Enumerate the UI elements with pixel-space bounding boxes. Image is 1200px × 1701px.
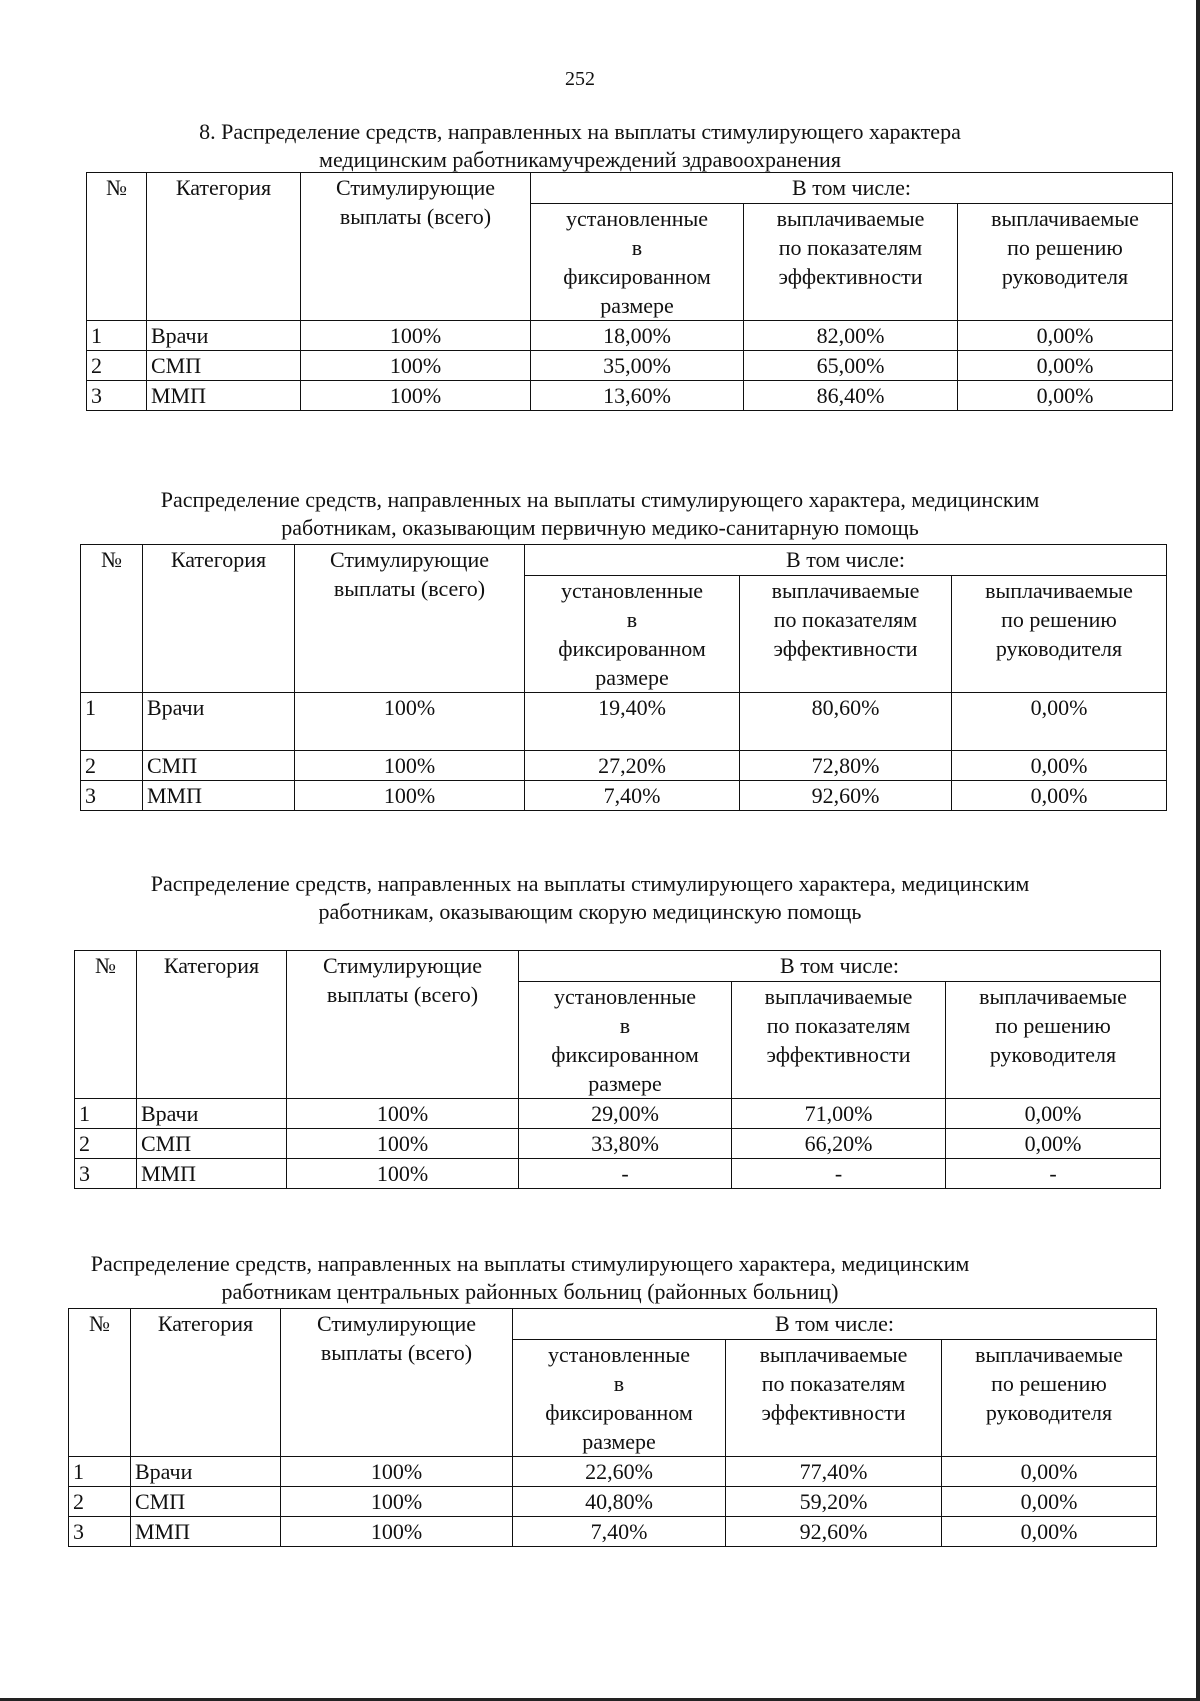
row-total: 100% xyxy=(301,321,531,351)
header-head xyxy=(952,576,1167,693)
row-num: 3 xyxy=(75,1159,137,1189)
table-row xyxy=(87,321,1173,351)
row-category: СМП xyxy=(143,751,295,781)
row-num: 1 xyxy=(75,1099,137,1129)
table-row xyxy=(69,1517,1157,1547)
row-perf: 92,60% xyxy=(726,1517,942,1547)
header-perf-line: по показателям xyxy=(766,1013,911,1038)
row-fixed: 13,60% xyxy=(531,381,744,411)
header-head-line: руководителя xyxy=(985,1400,1113,1425)
row-category: ММП xyxy=(137,1159,287,1189)
header-category: Категория xyxy=(147,173,301,321)
header-perf-line: выплачиваемые xyxy=(764,984,913,1009)
row-head: 0,00% xyxy=(946,1099,1161,1129)
row-fixed: 19,40% xyxy=(525,693,740,751)
header-group: В том числе: xyxy=(519,951,1161,982)
row-num: 2 xyxy=(69,1487,131,1517)
header-perf xyxy=(732,982,946,1099)
header-fixed xyxy=(531,204,744,321)
scan-edge-right xyxy=(1196,0,1200,1701)
row-perf: 77,40% xyxy=(726,1457,942,1487)
header-head-line: по решению xyxy=(995,1013,1111,1038)
section-title-line: 8. Распределение средств, направленных на выплаты стимулирующего характера xyxy=(199,119,961,144)
header-total: Стимулирующие выплаты (всего) xyxy=(295,545,525,693)
header-fixed-line: фиксированном xyxy=(558,636,706,661)
row-fixed: 35,00% xyxy=(531,351,744,381)
header-fixed-line: размере xyxy=(588,1071,662,1096)
row-category: ММП xyxy=(147,381,301,411)
header-fixed-line: установленные xyxy=(565,206,709,231)
row-num: 3 xyxy=(87,381,147,411)
table-header-row xyxy=(81,545,1167,576)
header-num: № xyxy=(87,173,147,321)
row-head: 0,00% xyxy=(958,351,1173,381)
section-title-line: работникам, оказывающим первичную медико-санитарную помощь xyxy=(281,515,919,540)
row-perf: 59,20% xyxy=(726,1487,942,1517)
row-perf: 80,60% xyxy=(740,693,952,751)
header-head-line: руководителя xyxy=(995,636,1123,661)
row-fixed: 40,80% xyxy=(513,1487,726,1517)
section-title xyxy=(50,1250,1010,1306)
row-category: СМП xyxy=(131,1487,281,1517)
row-perf: 71,00% xyxy=(732,1099,946,1129)
row-perf: 72,80% xyxy=(740,751,952,781)
header-fixed xyxy=(525,576,740,693)
section-title-line: Распределение средств, направленных на выплаты стимулирующего характера, медицинским xyxy=(160,487,1040,512)
row-total: 100% xyxy=(281,1457,513,1487)
payments-table xyxy=(68,1308,1157,1547)
header-head-line: по решению xyxy=(1001,607,1117,632)
header-head-line: выплачиваемые xyxy=(979,984,1127,1009)
header-perf-line: выплачиваемые xyxy=(771,578,920,603)
row-total: 100% xyxy=(287,1099,519,1129)
header-perf-line: выплачиваемые xyxy=(759,1342,908,1367)
row-perf: 65,00% xyxy=(744,351,958,381)
header-head-line: по решению xyxy=(1007,235,1123,260)
header-category: Категория xyxy=(137,951,287,1099)
header-fixed-line: установленные xyxy=(547,1342,691,1367)
table-row xyxy=(81,751,1167,781)
header-perf-line: эффективности xyxy=(761,1400,906,1425)
header-perf-line: эффективности xyxy=(778,264,923,289)
header-fixed-line: фиксированном xyxy=(563,264,711,289)
header-perf-line: по показателям xyxy=(761,1371,906,1396)
row-perf: - xyxy=(732,1159,946,1189)
header-head-line: выплачиваемые xyxy=(991,206,1139,231)
row-category: Врачи xyxy=(131,1457,281,1487)
row-total: 100% xyxy=(287,1129,519,1159)
row-total: 100% xyxy=(281,1517,513,1547)
header-head-line: выплачиваемые xyxy=(985,578,1133,603)
header-head-line: выплачиваемые xyxy=(975,1342,1123,1367)
section-title xyxy=(100,118,1060,174)
header-group: В том числе: xyxy=(525,545,1167,576)
header-num: № xyxy=(75,951,137,1099)
section-title-line: медицинским работникамучреждений здравоохранения xyxy=(319,147,841,172)
section-title-line: Распределение средств, направленных на выплаты стимулирующего характера, медицинским xyxy=(150,871,1030,896)
header-head xyxy=(946,982,1161,1099)
table-row xyxy=(81,693,1167,751)
row-head: 0,00% xyxy=(952,693,1167,751)
header-perf xyxy=(744,204,958,321)
header-total: Стимулирующие выплаты (всего) xyxy=(287,951,519,1099)
header-fixed-line: фиксированном xyxy=(551,1042,699,1067)
row-head: 0,00% xyxy=(952,781,1167,811)
header-fixed-line: фиксированном xyxy=(545,1400,693,1425)
header-group: В том числе: xyxy=(531,173,1173,204)
row-fixed: 27,20% xyxy=(525,751,740,781)
header-fixed xyxy=(513,1340,726,1457)
header-category: Категория xyxy=(143,545,295,693)
row-total: 100% xyxy=(295,751,525,781)
row-total: 100% xyxy=(281,1487,513,1517)
header-fixed-line: установленные xyxy=(553,984,697,1009)
header-fixed-line: размере xyxy=(582,1429,656,1454)
row-num: 2 xyxy=(81,751,143,781)
header-head-line: руководителя xyxy=(989,1042,1117,1067)
header-fixed-line: в xyxy=(619,1013,631,1038)
header-fixed-line: размере xyxy=(600,293,674,318)
section-title-line: работникам, оказывающим скорую медицинскую помощь xyxy=(318,899,862,924)
row-category: ММП xyxy=(131,1517,281,1547)
row-perf: 86,40% xyxy=(744,381,958,411)
row-head: 0,00% xyxy=(958,381,1173,411)
row-fixed: 18,00% xyxy=(531,321,744,351)
row-fixed: 22,60% xyxy=(513,1457,726,1487)
table-row xyxy=(81,781,1167,811)
header-head-line: руководителя xyxy=(1001,264,1129,289)
row-total: 100% xyxy=(295,693,525,751)
header-perf xyxy=(740,576,952,693)
table-header-row xyxy=(69,1309,1157,1340)
row-head: 0,00% xyxy=(942,1457,1157,1487)
row-fixed: 29,00% xyxy=(519,1099,732,1129)
header-fixed xyxy=(519,982,732,1099)
row-num: 2 xyxy=(87,351,147,381)
row-head: - xyxy=(946,1159,1161,1189)
header-total: Стимулирующие выплаты (всего) xyxy=(281,1309,513,1457)
header-total: Стимулирующие выплаты (всего) xyxy=(301,173,531,321)
row-fixed: 33,80% xyxy=(519,1129,732,1159)
row-perf: 82,00% xyxy=(744,321,958,351)
header-category: Категория xyxy=(131,1309,281,1457)
table-header-row xyxy=(75,951,1161,982)
section-title xyxy=(110,870,1070,926)
row-num: 1 xyxy=(81,693,143,751)
row-head: 0,00% xyxy=(942,1517,1157,1547)
header-num: № xyxy=(81,545,143,693)
header-head xyxy=(958,204,1173,321)
payments-table xyxy=(86,172,1173,411)
row-perf: 92,60% xyxy=(740,781,952,811)
row-total: 100% xyxy=(301,381,531,411)
header-fixed-line: в xyxy=(626,607,638,632)
row-category: СМП xyxy=(147,351,301,381)
row-total: 100% xyxy=(301,351,531,381)
row-fixed: 7,40% xyxy=(513,1517,726,1547)
header-head-line: по решению xyxy=(991,1371,1107,1396)
table-row xyxy=(75,1129,1161,1159)
header-fixed-line: размере xyxy=(595,665,669,690)
header-head xyxy=(942,1340,1157,1457)
row-category: СМП xyxy=(137,1129,287,1159)
page-number: 252 xyxy=(565,68,595,90)
row-head: 0,00% xyxy=(942,1487,1157,1517)
header-perf-line: эффективности xyxy=(766,1042,911,1067)
table-header-row xyxy=(87,173,1173,204)
payments-table xyxy=(80,544,1167,811)
row-fixed: - xyxy=(519,1159,732,1189)
header-perf-line: по показателям xyxy=(773,607,918,632)
row-category: Врачи xyxy=(143,693,295,751)
table-row xyxy=(69,1487,1157,1517)
row-head: 0,00% xyxy=(952,751,1167,781)
section-title-line: работникам центральных районных больниц (районных больниц) xyxy=(221,1279,839,1304)
row-num: 1 xyxy=(69,1457,131,1487)
row-num: 3 xyxy=(69,1517,131,1547)
section-title-line: Распределение средств, направленных на выплаты стимулирующего характера, медицинским xyxy=(90,1251,970,1276)
row-head: 0,00% xyxy=(946,1129,1161,1159)
header-fixed-line: установленные xyxy=(560,578,704,603)
table-row xyxy=(87,381,1173,411)
header-perf xyxy=(726,1340,942,1457)
header-perf-line: эффективности xyxy=(773,636,918,661)
row-total: 100% xyxy=(295,781,525,811)
row-category: Врачи xyxy=(147,321,301,351)
row-num: 2 xyxy=(75,1129,137,1159)
header-group: В том числе: xyxy=(513,1309,1157,1340)
header-fixed-line: в xyxy=(613,1371,625,1396)
section-title xyxy=(120,486,1080,542)
header-num: № xyxy=(69,1309,131,1457)
table-row xyxy=(75,1099,1161,1129)
row-perf: 66,20% xyxy=(732,1129,946,1159)
row-category: ММП xyxy=(143,781,295,811)
table-row xyxy=(75,1159,1161,1189)
row-category: Врачи xyxy=(137,1099,287,1129)
table-row xyxy=(69,1457,1157,1487)
header-perf-line: по показателям xyxy=(778,235,923,260)
row-head: 0,00% xyxy=(958,321,1173,351)
payments-table xyxy=(74,950,1161,1189)
row-num: 1 xyxy=(87,321,147,351)
header-fixed-line: в xyxy=(631,235,643,260)
row-num: 3 xyxy=(81,781,143,811)
table-row xyxy=(87,351,1173,381)
row-total: 100% xyxy=(287,1159,519,1189)
header-perf-line: выплачиваемые xyxy=(776,206,925,231)
row-fixed: 7,40% xyxy=(525,781,740,811)
